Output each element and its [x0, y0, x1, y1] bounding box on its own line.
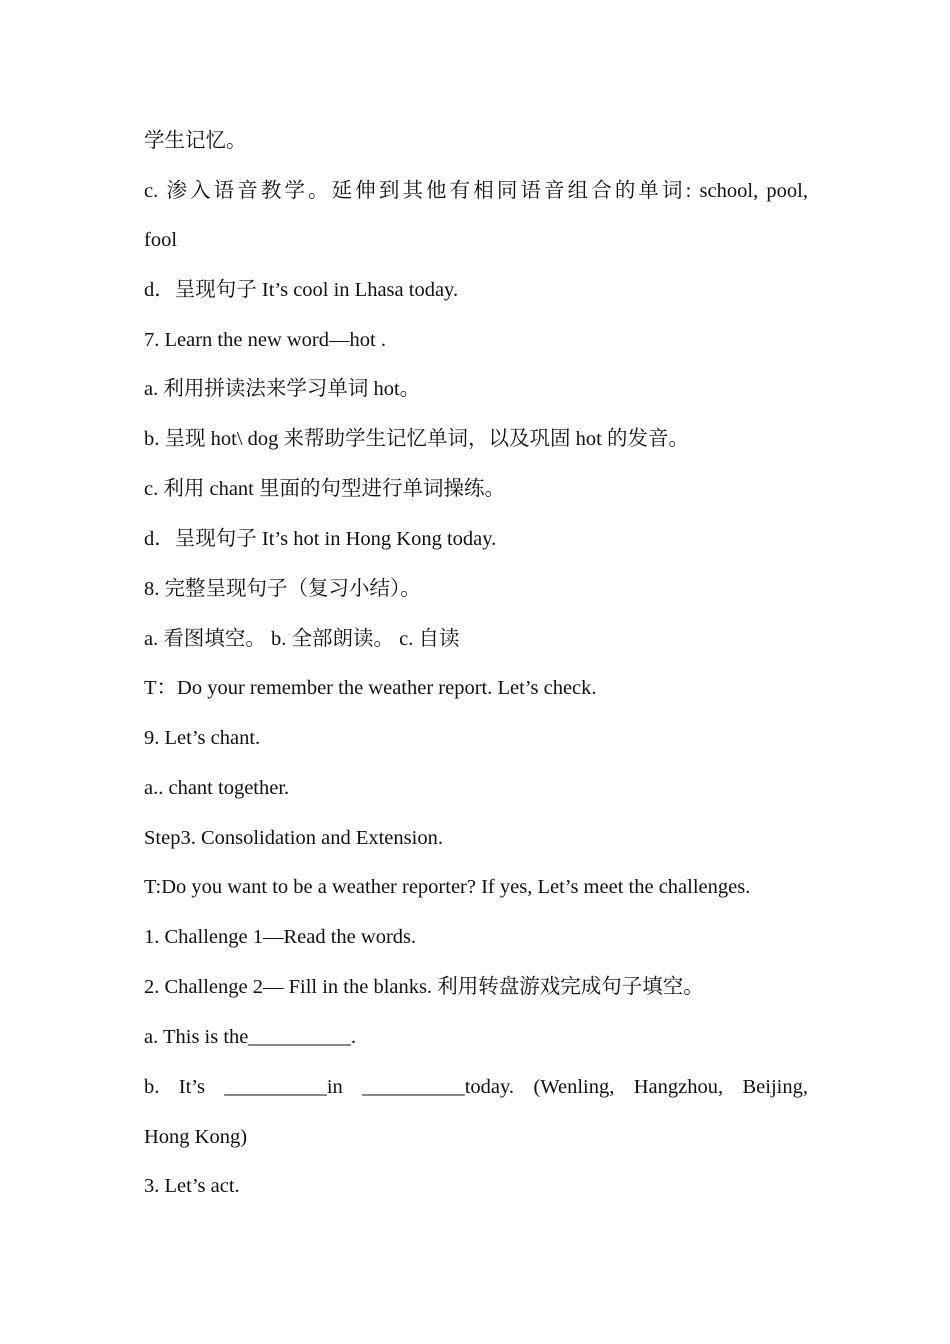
text-line: c. 渗入语音教学。延伸到其他有相同语音组合的单词: school, pool,	[144, 180, 808, 202]
text-line: 2. Challenge 2— Fill in the blanks. 利用转盘游戏完成句子填空。	[144, 976, 704, 998]
text-line: c. 利用 chant 里面的句型进行单词操练。	[144, 478, 505, 500]
text-line: a. This is the__________.	[144, 1026, 357, 1048]
text-line: a. 利用拼读法来学习单词 hot。	[144, 378, 421, 400]
text-line: Step3. Consolidation and Extension.	[144, 827, 443, 849]
text-line: 学生记忆。	[144, 130, 247, 152]
text-line: a. 看图填空。 b. 全部朗读。 c. 自读	[144, 628, 460, 650]
text-line: T：Do your remember the weather report. Let’s check.	[144, 677, 597, 699]
text-line: 7. Learn the new word—hot .	[144, 329, 386, 351]
text-line: b. It’s __________in __________today. (Wenling, Hangzhou, Beijing,	[144, 1076, 808, 1098]
text-line: 1. Challenge 1—Read the words.	[144, 926, 417, 948]
text-line: d．呈现句子 It’s cool in Lhasa today.	[144, 279, 459, 301]
text-line: 3. Let’s act.	[144, 1175, 240, 1197]
text-line: Hong Kong)	[144, 1126, 248, 1148]
text-line: 9. Let’s chant.	[144, 727, 261, 749]
text-line: d．呈现句子 It’s hot in Hong Kong today.	[144, 528, 497, 550]
text-line: b. 呈现 hot\ dog 来帮助学生记忆单词，以及巩固 hot 的发音。	[144, 428, 689, 450]
text-line: 8. 完整呈现句子（复习小结）。	[144, 578, 421, 600]
text-line: a.. chant together.	[144, 777, 290, 799]
text-line: T:Do you want to be a weather reporter? If yes, Let’s meet the challenges.	[144, 876, 751, 898]
text-line: fool	[144, 229, 178, 251]
